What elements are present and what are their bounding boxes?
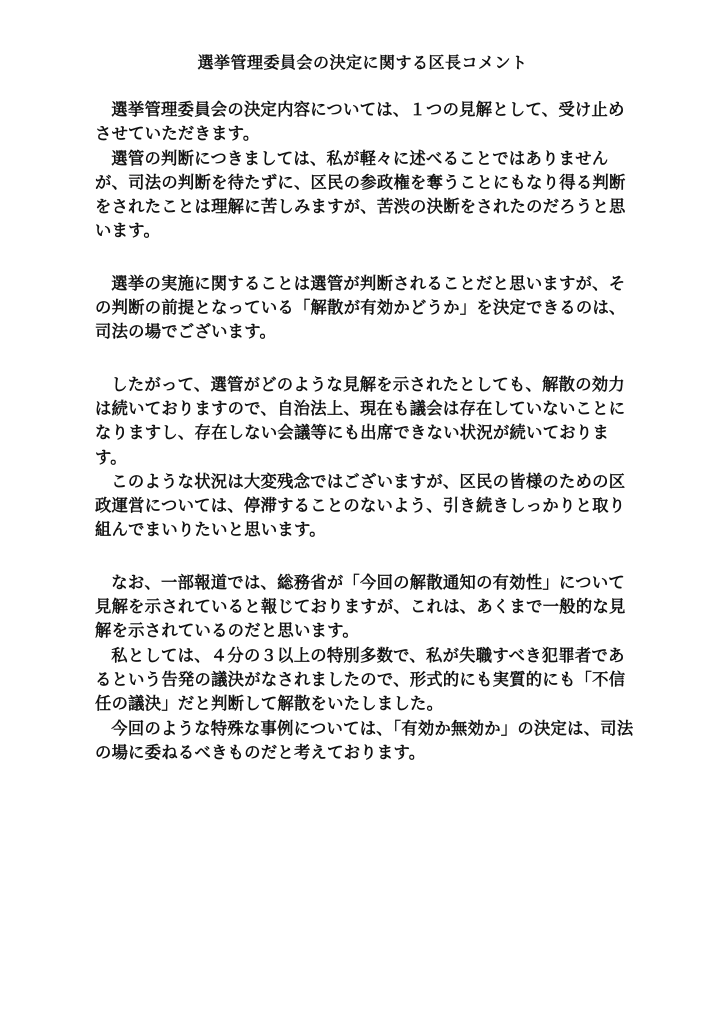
document-body <box>95 98 640 793</box>
paragraph: なお、一部報道では、総務省が「今回の解散通知の有効性」について見解を示されていると報じておりますが、これは、あくまで一般的な見解を示されているのだと思います。 <box>95 572 626 641</box>
section-judicial-authority <box>95 272 640 345</box>
paragraph: したがって、選管がどのような見解を示されたとしても、解散の効力は続いておりますので、自治法上、現在も議会は存在していないことになりますし、存在しない会議等にも出席できない状況が続いております。 <box>95 374 626 467</box>
section-acceptance <box>95 98 640 244</box>
paragraph: このような状況は大変残念ではございますが、区民の皆様のための区政運営については、停滞することのないよう、引き続きしっかりと取り組んでまいりたいと思います。 <box>95 471 626 540</box>
section-ministry-report <box>95 571 640 765</box>
document-title: 選挙管理委員会の決定に関する区長コメント <box>197 53 528 72</box>
section-dissolution-effect <box>95 373 640 543</box>
paragraph: 選挙の実施に関することは選管が判断されることだと思いますが、その判断の前提となっている「解散が有効かどうか」を決定できるのは、司法の場でございます。 <box>95 273 626 342</box>
paragraph: 私としては、４分の３以上の特別多数で、私が失職すべき犯罪者であるという告発の議決がなされましたので、形式的にも実質的にも「不信任の議決」だと判断して解散をいたしました。 <box>95 645 626 714</box>
paragraph: 選管の判断につきましては、私が軽々に述べることではありませんが、司法の判断を待たずに、区民の参政権を奪うことにもなり得る判断をされたことは理解に苦しみますが、苦渋の決断をされたのだろうと思います。 <box>95 148 626 241</box>
paragraph: 今回のような特殊な事例については、「有効か無効か」の決定は、司法の場に委ねるべきものだと考えております。 <box>95 718 634 762</box>
paragraph: 選挙管理委員会の決定内容については、１つの見解として、受け止めさせていただきます。 <box>95 100 625 144</box>
